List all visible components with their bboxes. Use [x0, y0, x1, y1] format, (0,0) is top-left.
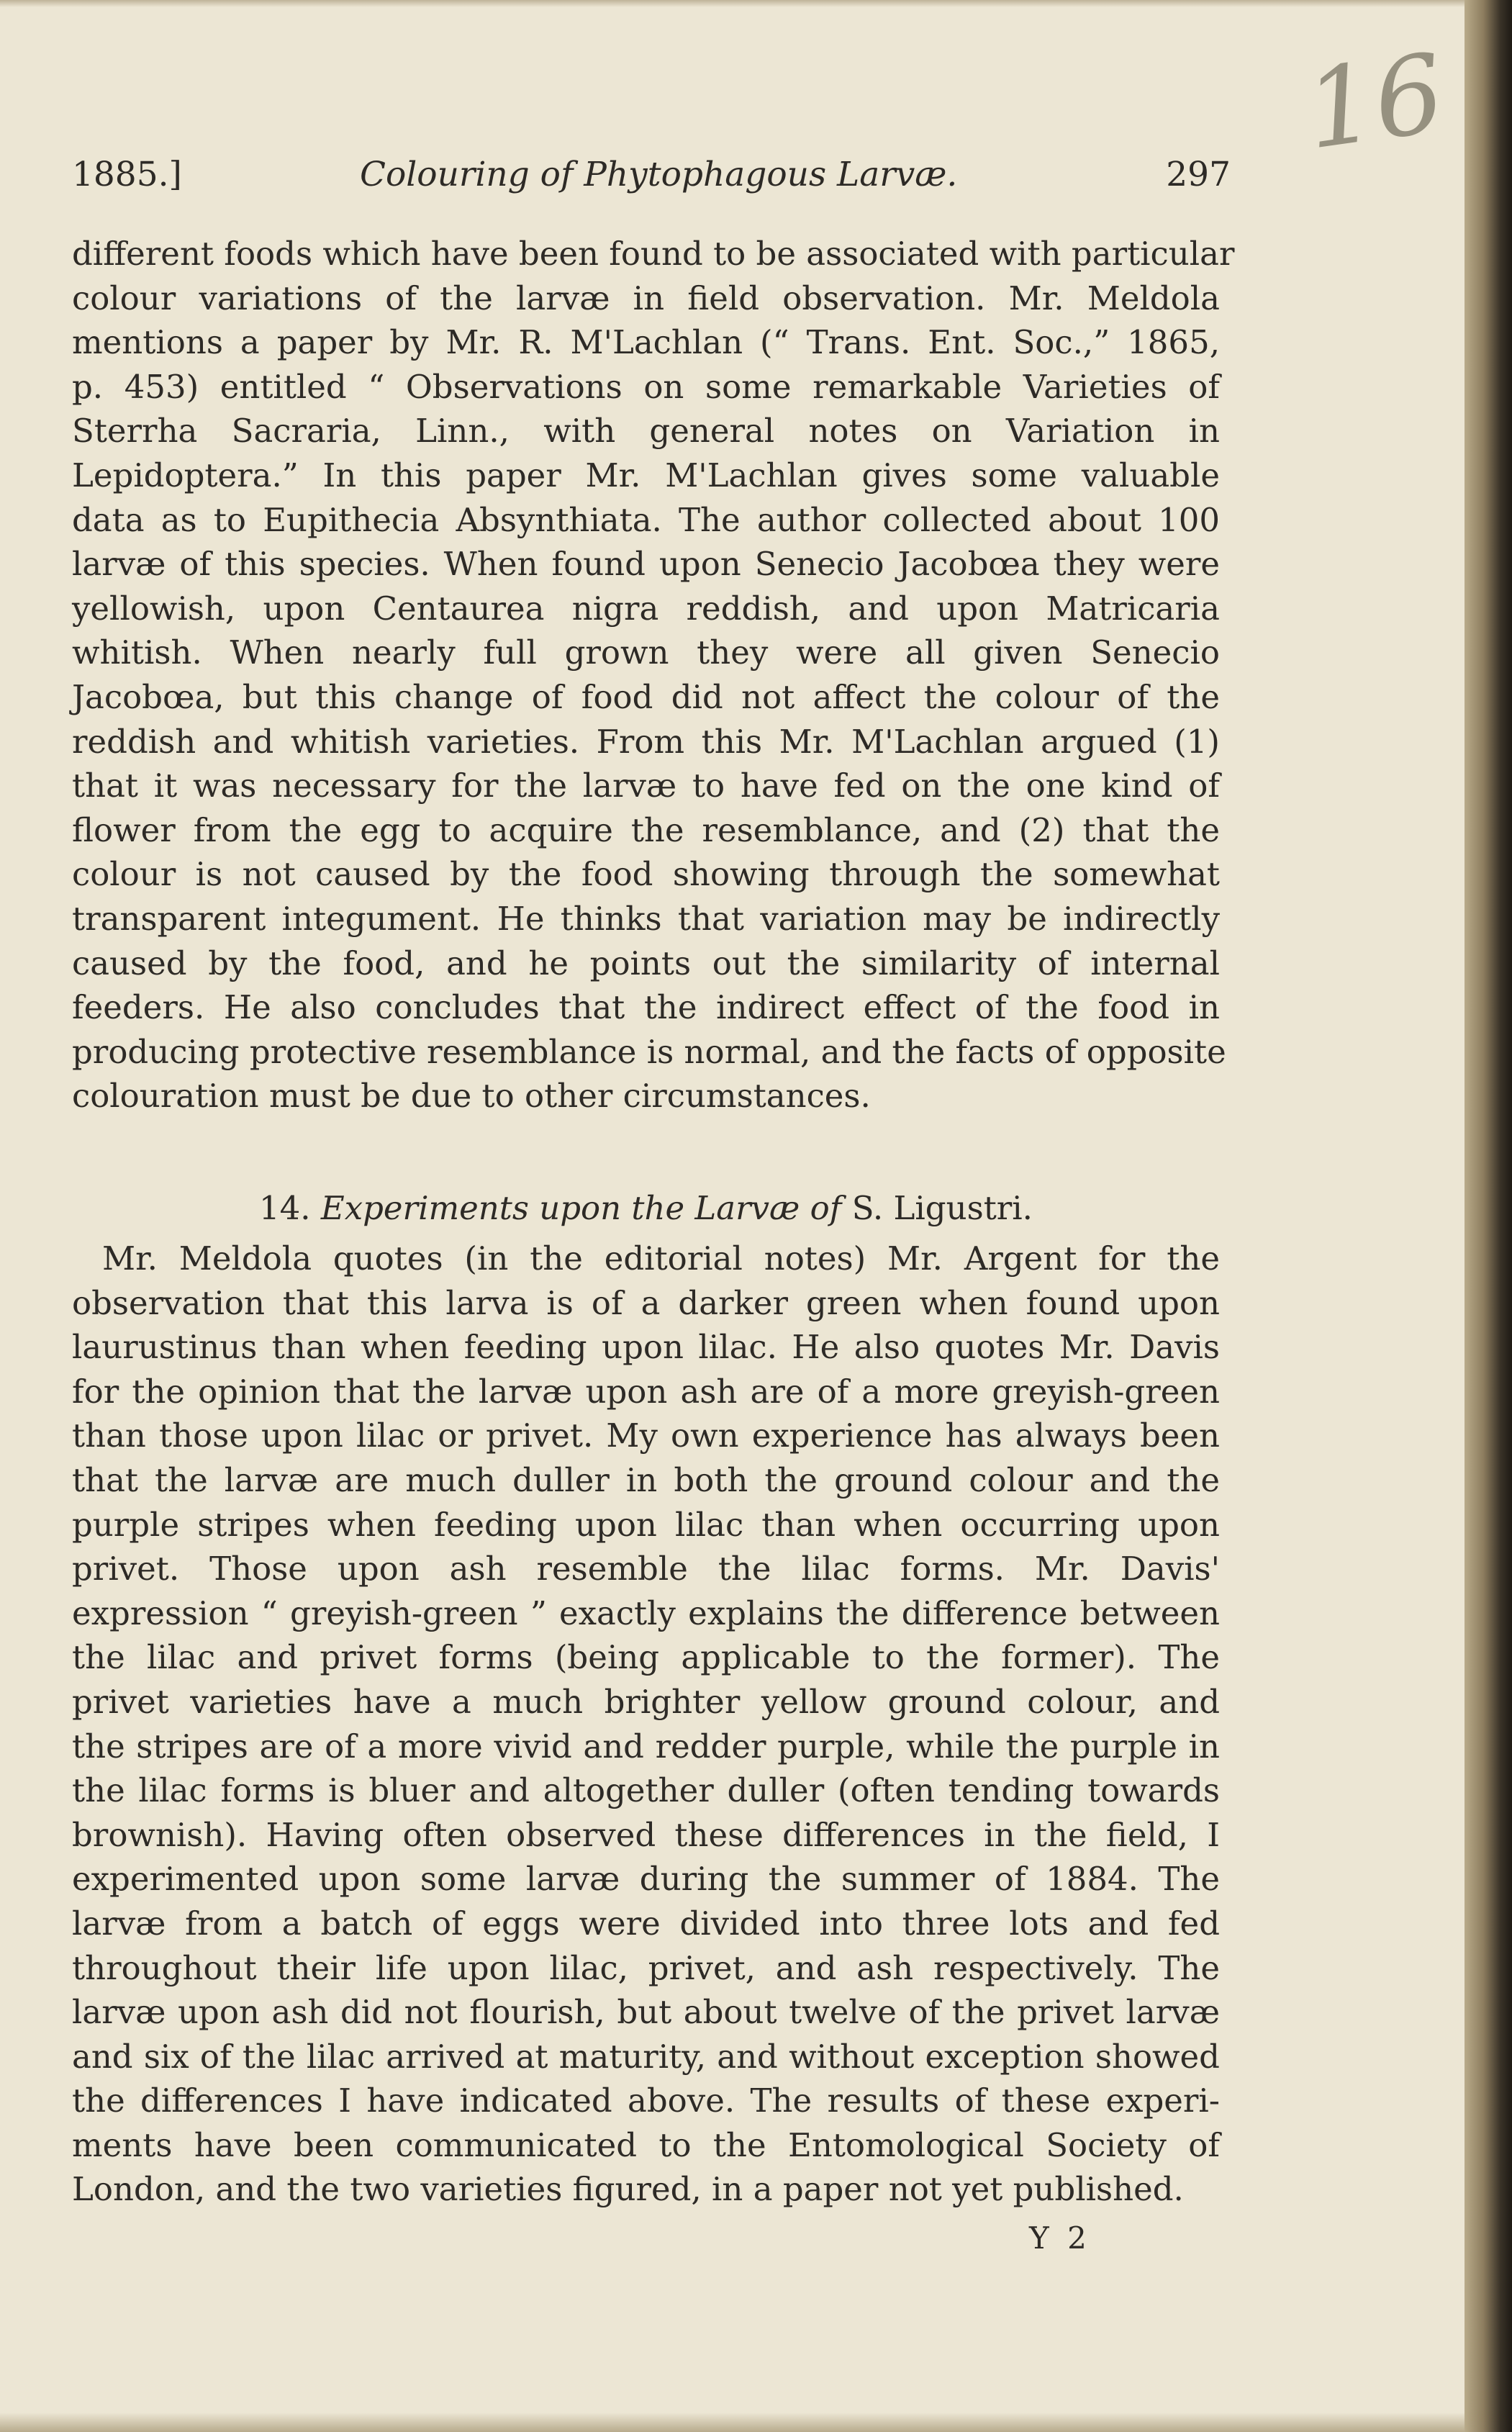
text-line: for the opinion that the larvæ upon ash are of a more greyish-green	[72, 1372, 1220, 1411]
text-line: flower from the egg to acquire the resemblance, and (2) that the	[72, 810, 1220, 849]
text-line: Lepidoptera.” In this paper Mr. M'Lachlan gives some valuable	[72, 456, 1220, 494]
text-line: than those upon lilac or privet. My own experience has always been	[72, 1416, 1220, 1455]
text-line: observation that this larva is of a darker green when found upon	[72, 1283, 1220, 1322]
text-line: data as to Eupithecia Absynthiata. The author collected about 100	[72, 500, 1220, 539]
text-line: Mr. Meldola quotes (in the editorial notes) Mr. Argent for the	[102, 1239, 1220, 1278]
paragraph-2	[72, 1237, 1220, 2212]
text-line: the lilac and privet forms (being applicable to the former). The	[72, 1638, 1220, 1677]
text-line: that it was necessary for the larvæ to have fed on the one kind of	[72, 767, 1220, 805]
text-line: larvæ upon ash did not flourish, but about twelve of the privet larvæ	[72, 1993, 1220, 2032]
section-title-species: S. Ligustri.	[851, 1189, 1033, 1227]
text-line: colour is not caused by the food showing through the somewhat	[72, 855, 1220, 894]
text-line: producing protective resemblance is normal, and the facts of opposite	[72, 1032, 1226, 1071]
text-line: expression “ greyish-green ” exactly explains the difference between	[72, 1594, 1220, 1632]
text-line: whitish. When nearly full grown they were all given Senecio	[72, 633, 1220, 672]
text-line: ments have been communicated to the Entomological Society of	[72, 2125, 1220, 2164]
text-line: the lilac forms is bluer and altogether duller (often tending towards	[72, 1771, 1220, 1810]
text-line: the stripes are of a more vivid and redder purple, while the purple in	[72, 1727, 1220, 1766]
text-line: that the larvæ are much duller in both the ground colour and the	[72, 1460, 1220, 1499]
text-line: transparent integument. He thinks that variation may be indirectly	[72, 899, 1220, 938]
paragraph-1	[72, 232, 1235, 1118]
text-line: the differences I have indicated above. The results of these experi-	[72, 2081, 1220, 2120]
text-line: mentions a paper by Mr. R. M'Lachlan (“ Trans. Ent. Soc.,” 1865,	[72, 323, 1220, 362]
text-line: reddish and whitish varieties. From this Mr. M'Lachlan argued (1)	[72, 722, 1220, 761]
text-line: larvæ of this species. When found upon Senecio Jacobœa they were	[72, 545, 1220, 584]
section-heading	[259, 1186, 1033, 1231]
text-line: colouration must be due to other circumstances.	[72, 1077, 871, 1116]
text-line: Sterrha Sacraria, Linn., with general notes on Variation in	[72, 412, 1220, 451]
text-line: experimented upon some larvæ during the summer of 1884. The	[72, 1860, 1220, 1899]
section-number: 14.	[259, 1189, 311, 1227]
text-line: brownish). Having often observed these differences in the field, I	[72, 1815, 1220, 1854]
text-line: and six of the lilac arrived at maturity, and without exception showed	[72, 2037, 1220, 2076]
page-number: 297	[1166, 155, 1231, 194]
text-line: larvæ from a batch of eggs were divided into three lots and fed	[72, 1904, 1220, 1943]
text-line: throughout their life upon lilac, privet, and ash respectively. The	[72, 1948, 1220, 1987]
handwritten-folio-number: 16	[1298, 30, 1452, 174]
text-line: feeders. He also concludes that the indirect effect of the food in	[72, 988, 1220, 1027]
text-line: caused by the food, and he points out the similarity of internal	[72, 944, 1220, 982]
signature-mark: Y 2	[1029, 2220, 1091, 2256]
text-line: privet. Those upon ash resemble the lilac forms. Mr. Davis'	[72, 1550, 1220, 1588]
text-line: yellowish, upon Centaurea nigra reddish, and upon Matricaria	[72, 589, 1220, 628]
text-line: purple stripes when feeding upon lilac than when occurring upon	[72, 1505, 1220, 1544]
running-head-year: 1885.]	[72, 155, 182, 194]
running-head-title: Colouring of Phytophagous Larvæ.	[360, 155, 958, 194]
text-line: London, and the two varieties figured, in a paper not yet published.	[72, 2170, 1184, 2209]
text-line: different foods which have been found to be associated with particular	[72, 235, 1235, 273]
running-head	[72, 150, 1231, 200]
text-line: laurustinus than when feeding upon lilac. He also quotes Mr. Davis	[72, 1328, 1220, 1367]
text-line: privet varieties have a much brighter yellow ground colour, and	[72, 1682, 1220, 1721]
section-title-italic: Experiments upon the Larvæ of	[320, 1189, 842, 1227]
text-line: p. 453) entitled “ Observations on some remarkable Varieties of	[72, 367, 1220, 406]
page-top-edge	[0, 0, 1465, 7]
text-line: colour variations of the larvæ in field observation. Mr. Meldola	[72, 279, 1220, 317]
book-binding-edge	[1465, 0, 1512, 2432]
page-bottom-edge	[0, 2413, 1465, 2432]
text-line: Jacobœa, but this change of food did not affect the colour of the	[72, 677, 1220, 716]
